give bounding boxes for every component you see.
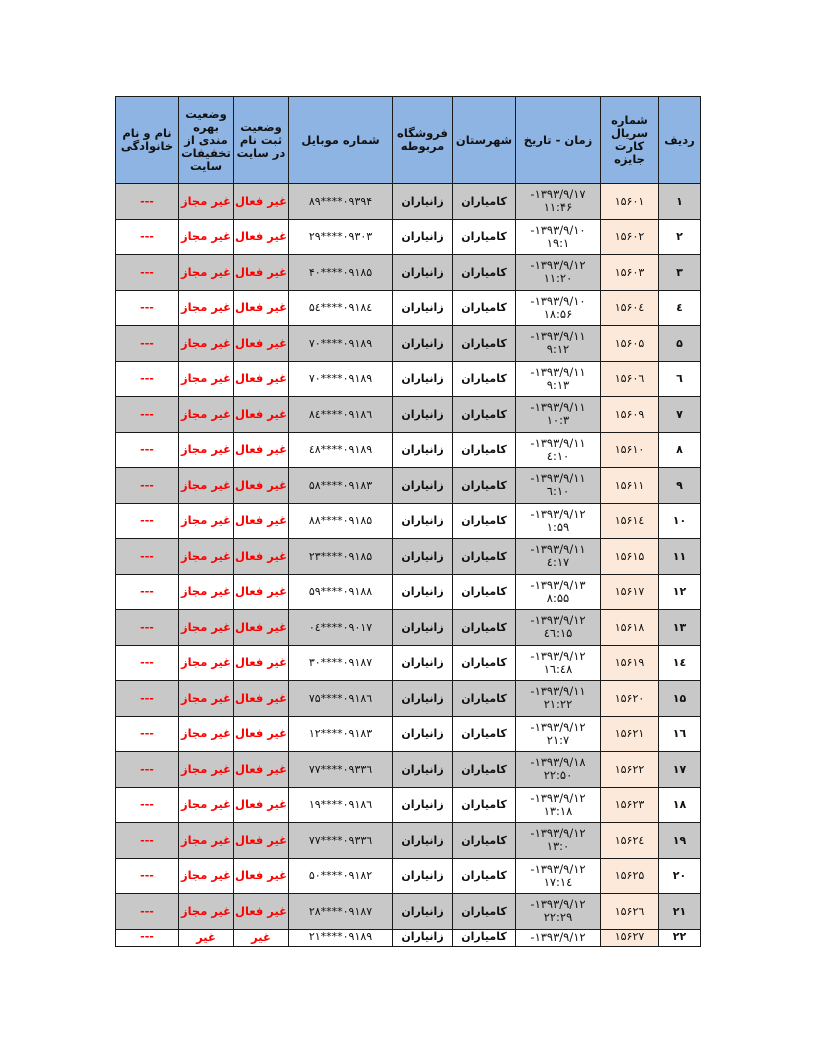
registration-status-cell: غیر فعال: [234, 610, 289, 646]
row-number-cell: ۱٦: [659, 716, 701, 752]
time-text: ۲۲:۲۹: [543, 910, 573, 925]
table-row: [116, 539, 701, 575]
row-number-cell: ۱۰: [659, 503, 701, 539]
full-name-cell: ---: [116, 361, 179, 397]
registration-status-cell: غیر فعال: [234, 361, 289, 397]
discount-status-cell: غیر مجاز: [179, 219, 234, 255]
time-text: ۱۹:۱: [546, 235, 570, 250]
row-number-cell: ۵: [659, 326, 701, 362]
date-text: ۱۳۹۳/۹/۱۳-: [530, 577, 586, 592]
store-cell: زانیاران: [393, 290, 453, 326]
row-number-cell: ٦: [659, 361, 701, 397]
serial-cell: ۱۵۶۲٦: [601, 894, 659, 930]
date-text: ۱۳۹۳/۹/۱۸-: [530, 755, 586, 770]
city-cell: کامیاران: [453, 823, 516, 859]
mobile-cell: ۰۹۱۸٤****۵٤: [289, 290, 393, 326]
discount-status-cell: غیر مجاز: [179, 326, 234, 362]
discount-status-cell: غیر مجاز: [179, 397, 234, 433]
mobile-cell: ۰۹۱۸۲****۵۰: [289, 858, 393, 894]
datetime-cell: [516, 787, 601, 823]
registration-status-cell: غیر فعال: [234, 219, 289, 255]
mobile-cell: ۰۹۱۸۹****۷۰: [289, 361, 393, 397]
discount-status-cell: غیر مجاز: [179, 574, 234, 610]
full-name-cell: ---: [116, 290, 179, 326]
row-number-cell: ۲۱: [659, 894, 701, 930]
header-full-name: نام و نام خانوادگی: [116, 97, 179, 184]
table-row: [116, 645, 701, 681]
table-row: [116, 219, 701, 255]
table-row: [116, 858, 701, 894]
city-cell: کامیاران: [453, 468, 516, 504]
date-text: ۱۳۹۳/۹/۱۲-: [530, 613, 586, 628]
row-number-cell: ۱۱: [659, 539, 701, 575]
mobile-cell: ۰۹۱۸۹****۲۱: [289, 929, 393, 946]
mobile-cell: ۰۹۱۸٦****۷۵: [289, 681, 393, 717]
store-cell: زانیاران: [393, 255, 453, 291]
full-name-cell: ---: [116, 503, 179, 539]
full-name-cell: ---: [116, 716, 179, 752]
full-name-cell: ---: [116, 929, 179, 946]
discount-status-cell: غیر مجاز: [179, 645, 234, 681]
discount-status-cell: غیر مجاز: [179, 752, 234, 788]
row-number-cell: ۱٤: [659, 645, 701, 681]
discount-status-cell: غیر مجاز: [179, 184, 234, 220]
header-datetime: زمان - تاریخ: [516, 97, 601, 184]
serial-cell: ۱۵۶۱۵: [601, 539, 659, 575]
table-row: [116, 503, 701, 539]
registration-status-cell: غیر فعال: [234, 823, 289, 859]
time-text: ۱۸:۵۶: [543, 306, 573, 321]
serial-cell: ۱۵۶۱۰: [601, 432, 659, 468]
header-row: [116, 97, 701, 184]
registration-status-cell: غیر فعال: [234, 681, 289, 717]
discount-status-cell: غیر مجاز: [179, 823, 234, 859]
date-text: ۱۳۹۳/۹/۱۲-: [530, 897, 586, 912]
table-row: [116, 255, 701, 291]
mobile-cell: ۰۹۱۸۸****۵۹: [289, 574, 393, 610]
datetime-cell: [516, 539, 601, 575]
serial-cell: ۱۵۶۲۲: [601, 752, 659, 788]
discount-status-cell: غیر مجاز: [179, 787, 234, 823]
datetime-cell: [516, 574, 601, 610]
store-cell: زانیاران: [393, 645, 453, 681]
time-text: ۲۱:۲۲: [543, 697, 573, 712]
discount-status-cell: غیر مجاز: [179, 539, 234, 575]
date-text: ۱۳۹۳/۹/۱۱-: [530, 435, 586, 450]
full-name-cell: ---: [116, 219, 179, 255]
datetime-cell: [516, 432, 601, 468]
registration-status-cell: غیر فعال: [234, 716, 289, 752]
header-store: فروشگاه مربوطه: [393, 97, 453, 184]
city-cell: کامیاران: [453, 858, 516, 894]
datetime-cell: [516, 929, 601, 946]
datetime-cell: [516, 361, 601, 397]
store-cell: زانیاران: [393, 361, 453, 397]
datetime-cell: [516, 823, 601, 859]
table-row: [116, 823, 701, 859]
table-row: [116, 184, 701, 220]
store-cell: زانیاران: [393, 432, 453, 468]
table-row: [116, 361, 701, 397]
full-name-cell: ---: [116, 574, 179, 610]
time-text: ۱۰:٤: [546, 448, 570, 463]
datetime-cell: [516, 503, 601, 539]
store-cell: زانیاران: [393, 503, 453, 539]
row-number-cell: ۲: [659, 219, 701, 255]
serial-cell: ۱۵۶۲۰: [601, 681, 659, 717]
city-cell: کامیاران: [453, 255, 516, 291]
mobile-cell: ۰۹۱۸۳****۱۲: [289, 716, 393, 752]
registration-status-cell: غیر فعال: [234, 752, 289, 788]
city-cell: کامیاران: [453, 681, 516, 717]
store-cell: زانیاران: [393, 610, 453, 646]
row-number-cell: ۱۷: [659, 752, 701, 788]
row-number-cell: ۱: [659, 184, 701, 220]
city-cell: کامیاران: [453, 361, 516, 397]
city-cell: کامیاران: [453, 610, 516, 646]
date-text: ۱۳۹۳/۹/۱۱-: [530, 364, 586, 379]
registration-status-cell: غیر فعال: [234, 255, 289, 291]
header-serial: شماره سریال کارت جایزه: [601, 97, 659, 184]
time-text: ۱۱:۲۰: [543, 271, 573, 286]
datetime-cell: [516, 184, 601, 220]
discount-status-cell: غیر مجاز: [179, 894, 234, 930]
header-registration-status: وضعیت ثبت نام در سایت: [234, 97, 289, 184]
serial-cell: ۱۵۶۰٤: [601, 290, 659, 326]
city-cell: کامیاران: [453, 539, 516, 575]
mobile-cell: ۰۹۱۸۵****۲۳: [289, 539, 393, 575]
prize-card-table: [115, 96, 701, 947]
row-number-cell: ۳: [659, 255, 701, 291]
full-name-cell: ---: [116, 326, 179, 362]
serial-cell: ۱۵۶۲٤: [601, 823, 659, 859]
store-cell: زانیاران: [393, 574, 453, 610]
table-row: [116, 894, 701, 930]
mobile-cell: ۰۹۱۸۹****۷۰: [289, 326, 393, 362]
table-row: [116, 752, 701, 788]
full-name-cell: ---: [116, 610, 179, 646]
datetime-cell: [516, 610, 601, 646]
time-text: ۲۱:۷: [546, 732, 570, 747]
time-text: ۱۱:۴۶: [543, 200, 573, 215]
table-row: [116, 574, 701, 610]
date-text: ۱۳۹۳/۹/۱۲-: [530, 929, 586, 944]
registration-status-cell: غیر فعال: [234, 503, 289, 539]
full-name-cell: ---: [116, 823, 179, 859]
city-cell: کامیاران: [453, 574, 516, 610]
time-text: ۱۰:۳: [546, 413, 570, 428]
date-text: ۱۳۹۳/۹/۱۲-: [530, 861, 586, 876]
time-text: ۱۷:٤: [546, 555, 570, 570]
store-cell: زانیاران: [393, 184, 453, 220]
table-row: [116, 468, 701, 504]
table-row: [116, 681, 701, 717]
time-text: ۹:۱۲: [546, 342, 570, 357]
mobile-cell: ۰۹۱۸۹****٤۸: [289, 432, 393, 468]
city-cell: کامیاران: [453, 432, 516, 468]
date-text: ۱۳۹۳/۹/۱۲-: [530, 258, 586, 273]
serial-cell: ۱۵۶۰٦: [601, 361, 659, 397]
serial-cell: ۱۵۶۱۷: [601, 574, 659, 610]
row-number-cell: ۱۲: [659, 574, 701, 610]
registration-status-cell: غیر فعال: [234, 858, 289, 894]
serial-cell: ۱۵۶۰۱: [601, 184, 659, 220]
header-discount-status: وضعیت بهره مندی از تخفیفات سایت: [179, 97, 234, 184]
time-text: ۱:۵۹: [546, 519, 570, 534]
time-text: ۹:۱۳: [546, 377, 570, 392]
row-number-cell: ۸: [659, 432, 701, 468]
full-name-cell: ---: [116, 645, 179, 681]
table-row: [116, 929, 701, 946]
discount-status-cell: غیر مجاز: [179, 468, 234, 504]
registration-status-cell: غیر فعال: [234, 894, 289, 930]
full-name-cell: ---: [116, 894, 179, 930]
datetime-cell: [516, 681, 601, 717]
store-cell: زانیاران: [393, 539, 453, 575]
city-cell: کامیاران: [453, 184, 516, 220]
store-cell: زانیاران: [393, 326, 453, 362]
serial-cell: ۱۵۶۰۹: [601, 397, 659, 433]
date-text: ۱۳۹۳/۹/۱۱-: [530, 329, 586, 344]
header-mobile: شماره موبایل: [289, 97, 393, 184]
datetime-cell: [516, 219, 601, 255]
time-text: ۱۳:۰: [546, 839, 570, 854]
table-row: [116, 787, 701, 823]
registration-status-cell: غیر فعال: [234, 645, 289, 681]
datetime-cell: [516, 255, 601, 291]
store-cell: زانیاران: [393, 716, 453, 752]
prize-card-table-container: [115, 96, 700, 947]
discount-status-cell: غیر مجاز: [179, 255, 234, 291]
discount-status-cell: غیر مجاز: [179, 716, 234, 752]
mobile-cell: ۰۹۱۸٦****۱۹: [289, 787, 393, 823]
time-text: ۱۵:٤٦: [543, 626, 573, 641]
city-cell: کامیاران: [453, 326, 516, 362]
registration-status-cell: غیر فعال: [234, 326, 289, 362]
table-body: [116, 184, 701, 947]
mobile-cell: ۰۹۳۳٦****۷۷: [289, 752, 393, 788]
discount-status-cell: غیر مجاز: [179, 610, 234, 646]
datetime-cell: [516, 290, 601, 326]
table-row: [116, 432, 701, 468]
registration-status-cell: غیر فعال: [234, 468, 289, 504]
city-cell: کامیاران: [453, 503, 516, 539]
date-text: ۱۳۹۳/۹/۱۲-: [530, 719, 586, 734]
mobile-cell: ۰۹۱۸٦****۸٤: [289, 397, 393, 433]
table-row: [116, 716, 701, 752]
city-cell: کامیاران: [453, 894, 516, 930]
date-text: ۱۳۹۳/۹/۱۱-: [530, 684, 586, 699]
table-row: [116, 397, 701, 433]
row-number-cell: ۱۹: [659, 823, 701, 859]
discount-status-cell: غیر مجاز: [179, 290, 234, 326]
discount-status-cell: غیر مجاز: [179, 681, 234, 717]
date-text: ۱۳۹۳/۹/۱۲-: [530, 790, 586, 805]
mobile-cell: ۰۹۱۸۳****۵۸: [289, 468, 393, 504]
mobile-cell: ۰۹۱۸۷****۳۰: [289, 645, 393, 681]
time-text: ۱۳:۱۸: [543, 803, 573, 818]
time-text: ۱۰:٦: [546, 484, 570, 499]
full-name-cell: ---: [116, 255, 179, 291]
header-city: شهرستان: [453, 97, 516, 184]
datetime-cell: [516, 752, 601, 788]
full-name-cell: ---: [116, 858, 179, 894]
store-cell: زانیاران: [393, 929, 453, 946]
city-cell: کامیاران: [453, 752, 516, 788]
store-cell: زانیاران: [393, 468, 453, 504]
mobile-cell: ۰۹۰۱۷****۰٤: [289, 610, 393, 646]
discount-status-cell: غیر مجاز: [179, 503, 234, 539]
datetime-cell: [516, 645, 601, 681]
date-text: ۱۳۹۳/۹/۱۰-: [530, 293, 586, 308]
store-cell: زانیاران: [393, 858, 453, 894]
discount-status-cell: غیر مجاز: [179, 858, 234, 894]
full-name-cell: ---: [116, 184, 179, 220]
time-text: ۸:۵۵: [546, 590, 570, 605]
time-text: ۱۷:۱٤: [543, 874, 573, 889]
registration-status-cell: غیر فعال: [234, 539, 289, 575]
serial-cell: ۱۵۶۲۳: [601, 787, 659, 823]
serial-cell: ۱۵۶۱٤: [601, 503, 659, 539]
city-cell: کامیاران: [453, 929, 516, 946]
row-number-cell: ۲۰: [659, 858, 701, 894]
discount-status-cell: غیر مجاز: [179, 361, 234, 397]
city-cell: کامیاران: [453, 787, 516, 823]
full-name-cell: ---: [116, 432, 179, 468]
table-row: [116, 610, 701, 646]
row-number-cell: ۱۸: [659, 787, 701, 823]
serial-cell: ۱۵۶۱۹: [601, 645, 659, 681]
datetime-cell: [516, 716, 601, 752]
header-row-number: ردیف: [659, 97, 701, 184]
date-text: ۱۳۹۳/۹/۱۷-: [530, 187, 586, 202]
table-row: [116, 326, 701, 362]
store-cell: زانیاران: [393, 787, 453, 823]
date-text: ۱۳۹۳/۹/۱۲-: [530, 506, 586, 521]
serial-cell: ۱۵۶۲۱: [601, 716, 659, 752]
full-name-cell: ---: [116, 468, 179, 504]
time-text: ۱٦:٤۸: [543, 661, 573, 676]
serial-cell: ۱۵۶۲۵: [601, 858, 659, 894]
row-number-cell: ۲۲: [659, 929, 701, 946]
serial-cell: ۱۵۶۱۸: [601, 610, 659, 646]
registration-status-cell: غیر فعال: [234, 397, 289, 433]
registration-status-cell: غیر فعال: [234, 290, 289, 326]
table-header: [116, 97, 701, 184]
date-text: ۱۳۹۳/۹/۱۲-: [530, 648, 586, 663]
full-name-cell: ---: [116, 539, 179, 575]
datetime-cell: [516, 858, 601, 894]
row-number-cell: ۹: [659, 468, 701, 504]
full-name-cell: ---: [116, 752, 179, 788]
mobile-cell: ۰۹۳۳٦****۷۷: [289, 823, 393, 859]
datetime-cell: [516, 468, 601, 504]
city-cell: کامیاران: [453, 716, 516, 752]
city-cell: کامیاران: [453, 290, 516, 326]
registration-status-cell: غیر: [234, 929, 289, 946]
row-number-cell: ٤: [659, 290, 701, 326]
store-cell: زانیاران: [393, 681, 453, 717]
mobile-cell: ۰۹۳۹۴****۸۹: [289, 184, 393, 220]
mobile-cell: ۰۹۱۸۵****۸۸: [289, 503, 393, 539]
registration-status-cell: غیر فعال: [234, 432, 289, 468]
mobile-cell: ۰۹۳۰۳****۲۹: [289, 219, 393, 255]
datetime-cell: [516, 326, 601, 362]
serial-cell: ۱۵۶۰۲: [601, 219, 659, 255]
full-name-cell: ---: [116, 681, 179, 717]
store-cell: زانیاران: [393, 894, 453, 930]
registration-status-cell: غیر فعال: [234, 787, 289, 823]
city-cell: کامیاران: [453, 397, 516, 433]
table-row: [116, 290, 701, 326]
date-text: ۱۳۹۳/۹/۱۱-: [530, 542, 586, 557]
serial-cell: ۱۵۶۰۵: [601, 326, 659, 362]
date-text: ۱۳۹۳/۹/۱۱-: [530, 400, 586, 415]
full-name-cell: ---: [116, 397, 179, 433]
mobile-cell: ۰۹۱۸۷****۲۸: [289, 894, 393, 930]
datetime-cell: [516, 894, 601, 930]
mobile-cell: ۰۹۱۸۵****۴۰: [289, 255, 393, 291]
city-cell: کامیاران: [453, 219, 516, 255]
store-cell: زانیاران: [393, 823, 453, 859]
discount-status-cell: غیر: [179, 929, 234, 946]
serial-cell: ۱۵۶۲۷: [601, 929, 659, 946]
store-cell: زانیاران: [393, 219, 453, 255]
store-cell: زانیاران: [393, 397, 453, 433]
time-text: ۲۲:۵۰: [543, 768, 573, 783]
row-number-cell: ۷: [659, 397, 701, 433]
serial-cell: ۱۵۶۱۱: [601, 468, 659, 504]
date-text: ۱۳۹۳/۹/۱۰-: [530, 222, 586, 237]
datetime-cell: [516, 397, 601, 433]
date-text: ۱۳۹۳/۹/۱۲-: [530, 826, 586, 841]
store-cell: زانیاران: [393, 752, 453, 788]
row-number-cell: ۱۵: [659, 681, 701, 717]
row-number-cell: ۱۳: [659, 610, 701, 646]
serial-cell: ۱۵۶۰۳: [601, 255, 659, 291]
registration-status-cell: غیر فعال: [234, 184, 289, 220]
discount-status-cell: غیر مجاز: [179, 432, 234, 468]
full-name-cell: ---: [116, 787, 179, 823]
registration-status-cell: غیر فعال: [234, 574, 289, 610]
date-text: ۱۳۹۳/۹/۱۱-: [530, 471, 586, 486]
city-cell: کامیاران: [453, 645, 516, 681]
